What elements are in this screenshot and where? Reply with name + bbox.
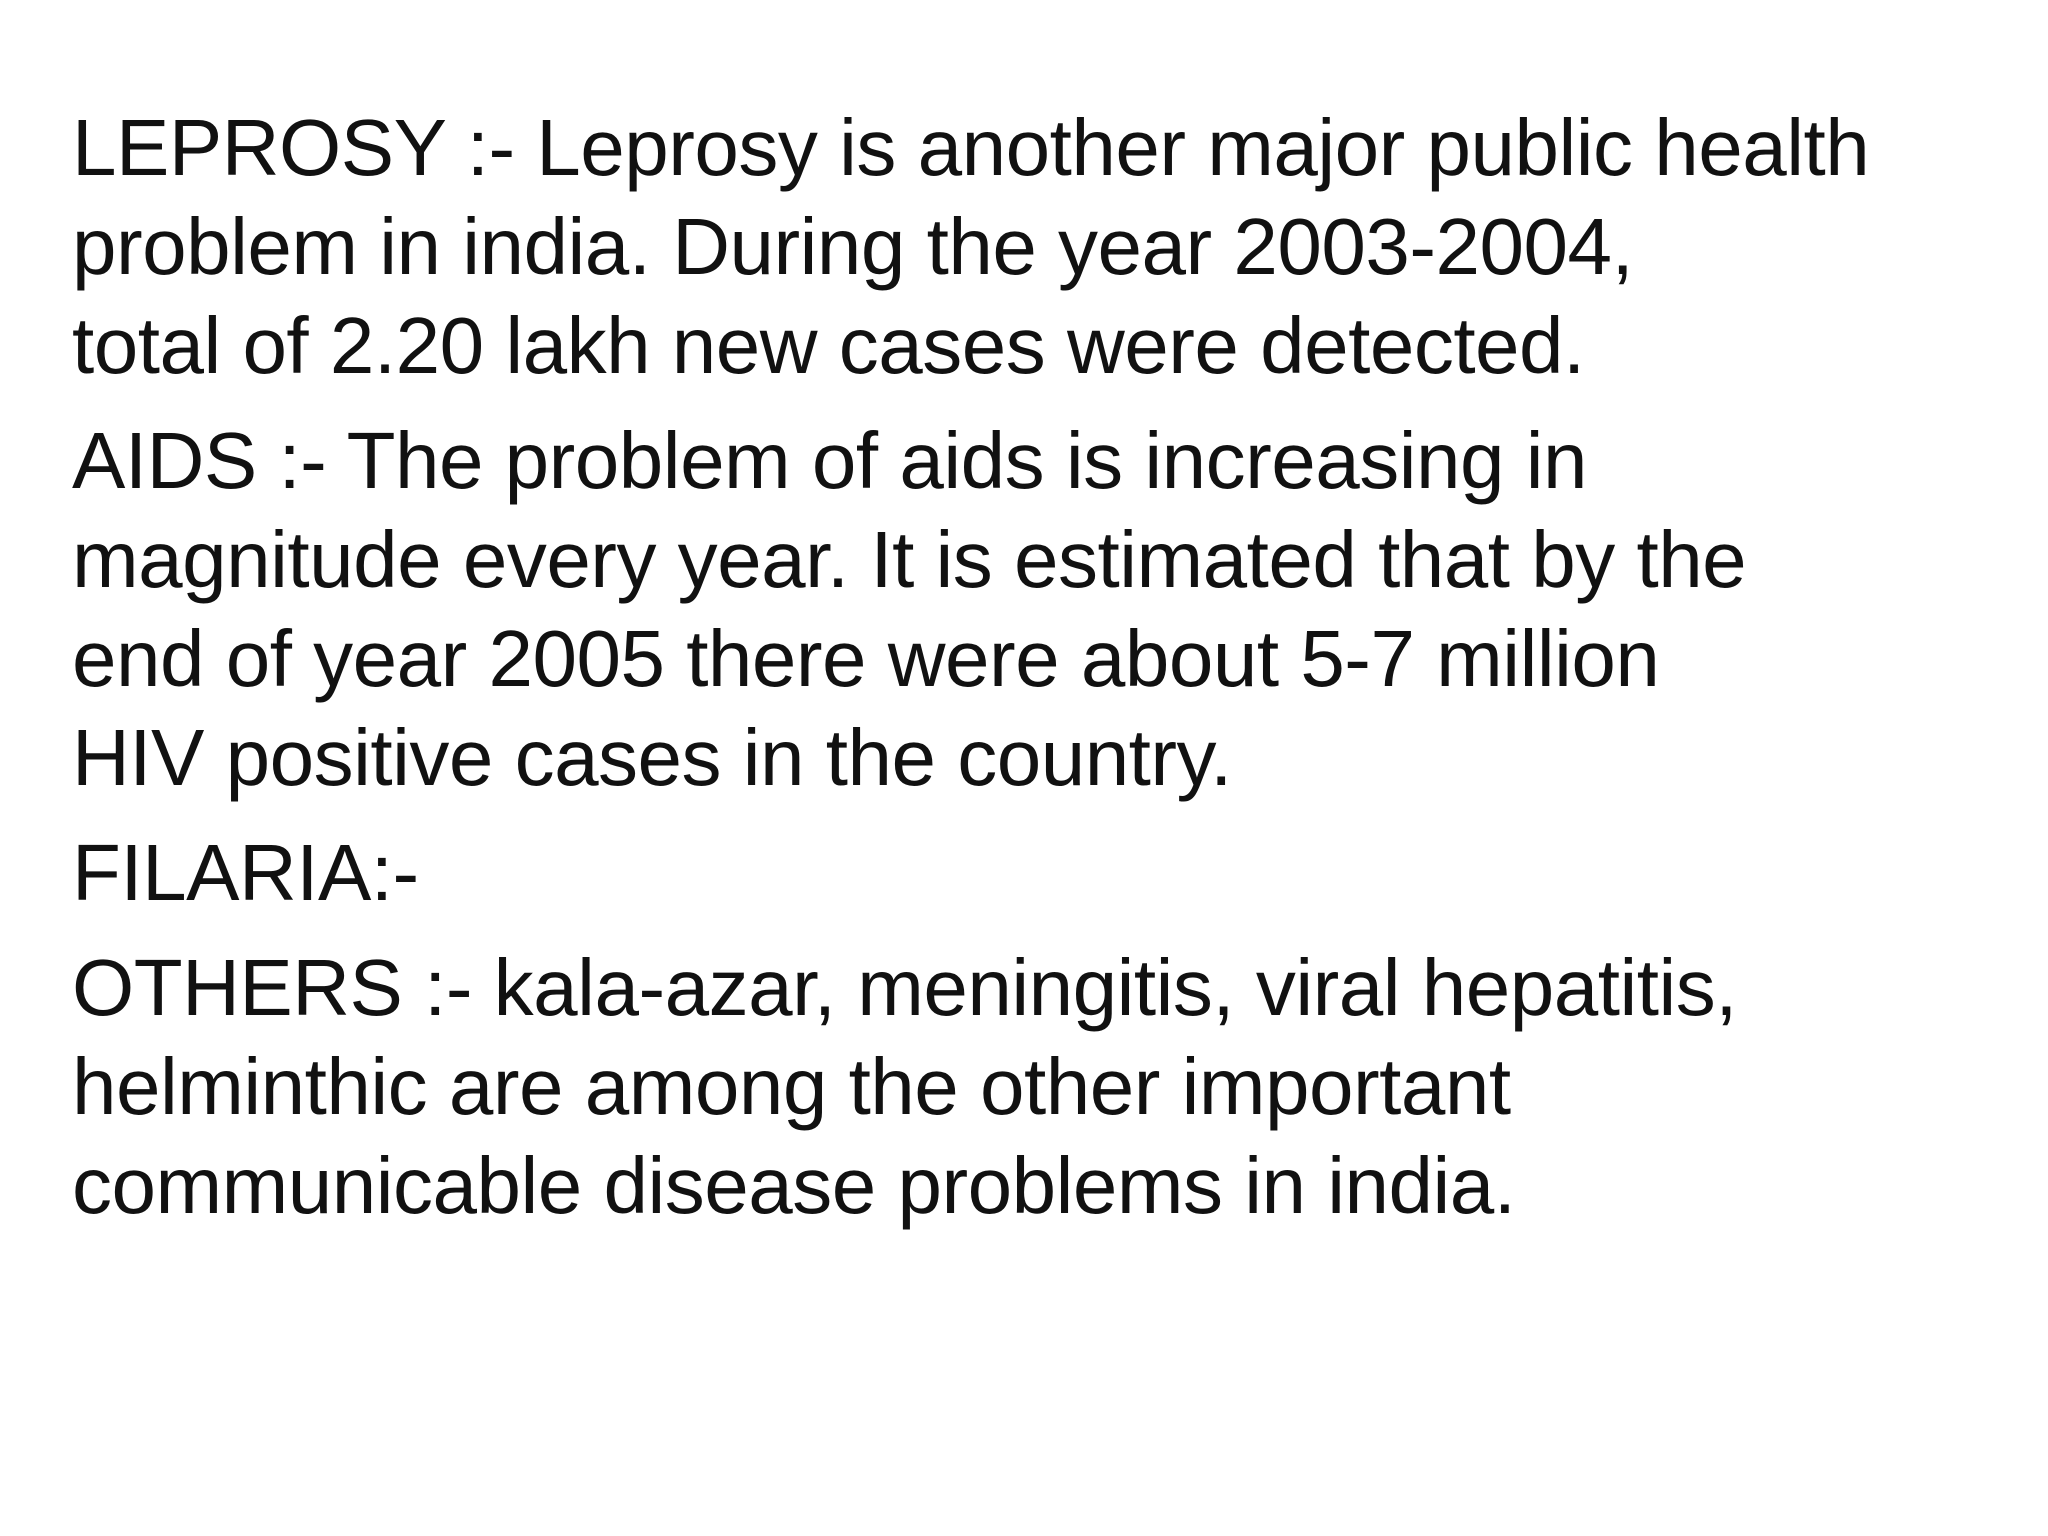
text-line: end of year 2005 there were about 5-7 million [72, 614, 1660, 703]
text-line: FILARIA:- [72, 828, 419, 917]
text-line: communicable disease problems in india. [72, 1141, 1516, 1230]
text-line: problem in india. During the year 2003-2004, [72, 202, 1634, 291]
paragraph-filaria [72, 823, 1992, 922]
text-line: HIV positive cases in the country. [72, 713, 1232, 802]
paragraph-leprosy [72, 98, 1992, 395]
text-line: AIDS :- The problem of aids is increasing in [72, 416, 1587, 505]
text-line: helminthic are among the other important [72, 1042, 1511, 1131]
text-line: total of 2.20 lakh new cases were detected. [72, 301, 1585, 390]
text-line: OTHERS :- kala-azar, meningitis, viral hepatitis, [72, 943, 1737, 1032]
slide-body [72, 98, 1992, 1251]
paragraph-aids [72, 411, 1992, 807]
text-line: LEPROSY :- Leprosy is another major public health [72, 103, 1870, 192]
paragraph-others [72, 938, 1992, 1235]
text-line: magnitude every year. It is estimated that by the [72, 515, 1747, 604]
